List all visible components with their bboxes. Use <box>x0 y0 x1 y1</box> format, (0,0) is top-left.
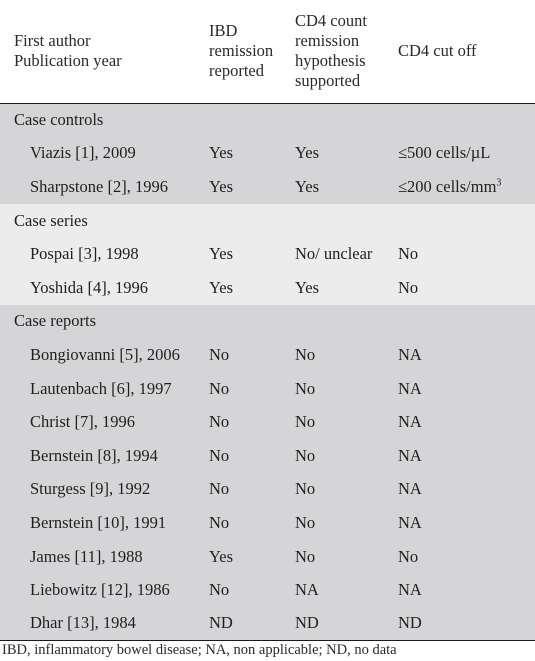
author-cell: Lautenbach [6], 1997 <box>0 372 206 406</box>
header-first-author <box>0 0 206 103</box>
ibd-cell: No <box>206 473 292 507</box>
ibd-cell: Yes <box>206 137 292 171</box>
author-cell: Viazis [1], 2009 <box>0 137 206 171</box>
author-cell: Bongiovanni [5], 2006 <box>0 338 206 372</box>
author-cell: Dhar [13], 1984 <box>0 607 206 641</box>
cutoff-text: ≤500 cells/µL <box>398 143 491 163</box>
section-row-case-reports <box>0 305 535 339</box>
author-cell: Bernstein [8], 1994 <box>0 439 206 473</box>
cutoff-cell <box>395 137 535 171</box>
cutoff-cell: NA <box>395 439 535 473</box>
ibd-cell: No <box>206 338 292 372</box>
table-row <box>0 170 535 204</box>
author-cell: Bernstein [10], 1991 <box>0 506 206 540</box>
table-row <box>0 540 535 574</box>
cutoff-cell: NA <box>395 506 535 540</box>
table-row <box>0 271 535 305</box>
header-ibd-remission <box>206 0 292 103</box>
author-cell: Yoshida [4], 1996 <box>0 271 206 305</box>
author-cell: James [11], 1988 <box>0 540 206 574</box>
table-row <box>0 473 535 507</box>
author-cell: Sturgess [9], 1992 <box>0 473 206 507</box>
table-row <box>0 338 535 372</box>
cd4-cell: No/ unclear <box>292 237 395 271</box>
section-title: Case reports <box>0 305 535 339</box>
header-cutoff-label: CD4 cut off <box>398 41 477 61</box>
ibd-cell: No <box>206 573 292 607</box>
table-row <box>0 405 535 439</box>
author-cell: Pospai [3], 1998 <box>0 237 206 271</box>
table-row <box>0 137 535 171</box>
cd4-cell: No <box>292 405 395 439</box>
table-header <box>0 0 535 103</box>
header-ibd-line1: IBD <box>209 21 238 41</box>
cutoff-cell: NA <box>395 338 535 372</box>
ibd-cell: Yes <box>206 170 292 204</box>
author-cell: Sharpstone [2], 1996 <box>0 170 206 204</box>
section-row-case-controls <box>0 103 535 137</box>
cutoff-cell: No <box>395 540 535 574</box>
ibd-cell: No <box>206 439 292 473</box>
table-row <box>0 372 535 406</box>
table-body <box>0 103 535 641</box>
ibd-cell: No <box>206 405 292 439</box>
section-title: Case controls <box>0 103 535 137</box>
cd4-cell: Yes <box>292 137 395 171</box>
cd4-cell: No <box>292 473 395 507</box>
cd4-cell: No <box>292 372 395 406</box>
header-cd4-cutoff <box>395 0 535 103</box>
ibd-cell: ND <box>206 607 292 641</box>
cd4-cell: Yes <box>292 271 395 305</box>
author-cell: Liebowitz [12], 1986 <box>0 573 206 607</box>
header-ibd-line2: remission <box>209 41 274 61</box>
header-first-author-line1: First author <box>14 31 91 51</box>
cd4-cell: ND <box>292 607 395 641</box>
cd4-cell: No <box>292 338 395 372</box>
ibd-cell: Yes <box>206 237 292 271</box>
cutoff-cell: NA <box>395 405 535 439</box>
cutoff-text: ≤200 cells/mm <box>398 176 497 196</box>
section-row-case-series <box>0 204 535 238</box>
cutoff-cell: NA <box>395 573 535 607</box>
cd4-cell: NA <box>292 573 395 607</box>
header-cd4-hypothesis <box>292 0 395 103</box>
header-first-author-line2: Publication year <box>14 51 122 71</box>
header-cd4-line4: supported <box>295 71 361 91</box>
section-title: Case series <box>0 204 535 238</box>
ibd-cell: No <box>206 372 292 406</box>
author-cell: Christ [7], 1996 <box>0 405 206 439</box>
ibd-cell: Yes <box>206 271 292 305</box>
header-cd4-line1: CD4 count <box>295 11 367 31</box>
table-footnote: IBD, inflammatory bowel disease; NA, non applicable; ND, no data <box>2 642 397 658</box>
cutoff-cell <box>395 170 535 204</box>
table-row <box>0 573 535 607</box>
cutoff-cell: No <box>395 271 535 305</box>
header-row <box>0 0 535 103</box>
header-cd4-line3: hypothesis <box>295 51 366 71</box>
ibd-cell: No <box>206 506 292 540</box>
header-ibd-line3: reported <box>209 61 264 81</box>
cutoff-cell: ND <box>395 607 535 641</box>
cutoff-cell: NA <box>395 372 535 406</box>
table-row <box>0 506 535 540</box>
cutoff-sup: 3 <box>496 177 502 189</box>
cd4-cell: Yes <box>292 170 395 204</box>
cutoff-cell: NA <box>395 473 535 507</box>
table-row <box>0 439 535 473</box>
cd4-cell: No <box>292 506 395 540</box>
cutoff-cell: No <box>395 237 535 271</box>
header-cd4-line2: remission <box>295 31 360 51</box>
cd4-cell: No <box>292 439 395 473</box>
cd4-cell: No <box>292 540 395 574</box>
ibd-cell: Yes <box>206 540 292 574</box>
table-row <box>0 607 535 641</box>
table-row <box>0 237 535 271</box>
